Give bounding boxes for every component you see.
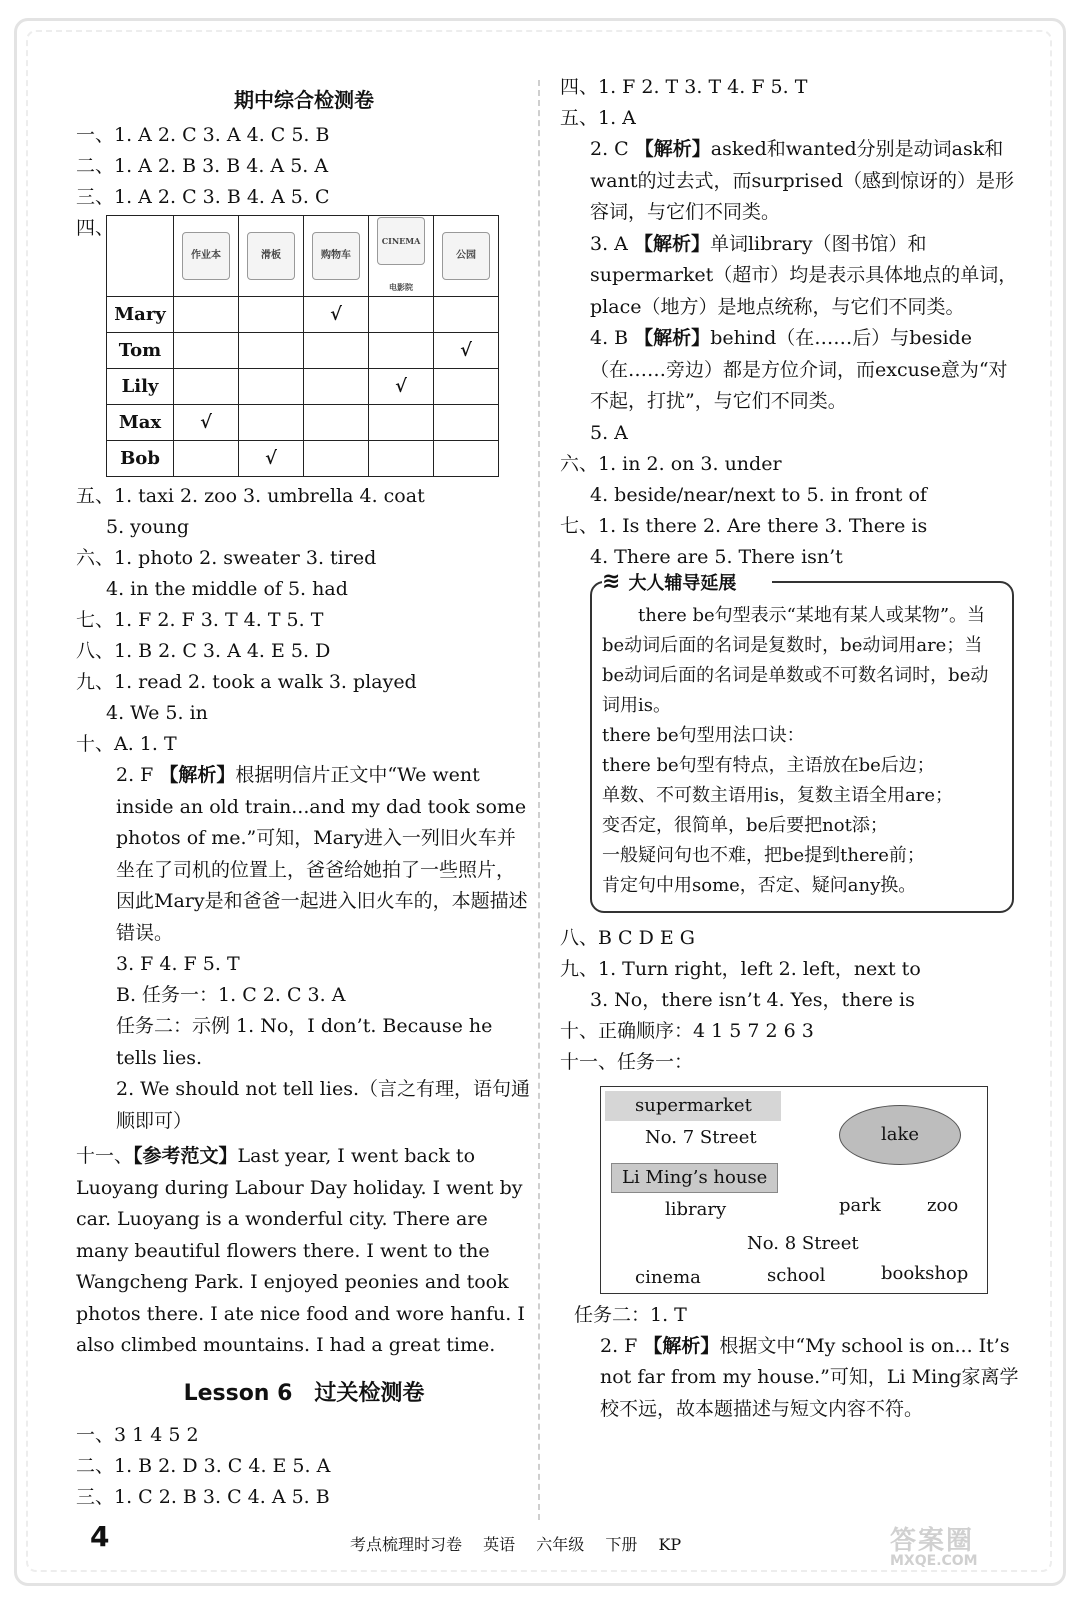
table-cell: √	[304, 297, 369, 333]
table-cell	[434, 405, 499, 441]
answer-line: B. 任务一：1. C 2. C 3. A	[116, 984, 346, 1006]
answer-line: 七、1. Is there 2. Are there 3. There is	[560, 514, 928, 537]
table-cell	[434, 441, 499, 477]
answer-line: 九、1. read 2. took a walk 3. played	[76, 671, 417, 693]
answer-line: 六、1. photo 2. sweater 3. tired	[76, 547, 377, 569]
footer-volume: 下册	[605, 1535, 638, 1554]
answer-line: 五、1. A	[560, 107, 636, 129]
explanation-paragraph	[560, 1331, 1020, 1426]
column-divider	[538, 80, 540, 1520]
answer-line: 2. We should not tell lies.（言之有理，语句通顺即可）	[116, 1078, 530, 1132]
box-content	[602, 601, 1002, 901]
answer-line: 一、1. A 2. C 3. A 4. C 5. B	[76, 124, 330, 146]
table-cell	[304, 441, 369, 477]
map-cinema: cinema	[635, 1266, 701, 1288]
table-cell	[434, 297, 499, 333]
explanation-paragraph	[560, 134, 1020, 229]
answer-line: 4. in the middle of 5. had	[106, 578, 348, 600]
answer-line: 四、1. F 2. T 3. T 4. F 5. T	[560, 76, 808, 98]
wave-icon: ≋	[602, 569, 621, 594]
answer-line: 4. We 5. in	[106, 702, 208, 724]
analysis-tag: 【解析】	[634, 138, 711, 160]
answer-line: 一、3 1 4 5 2	[76, 1423, 199, 1446]
table-cell	[369, 405, 434, 441]
answer-lead: 2. F	[116, 764, 160, 786]
table-cell	[369, 441, 434, 477]
answer-line: 八、1. B 2. C 3. A 4. E 5. D	[76, 640, 331, 662]
answer-line: 六、1. in 2. on 3. under	[560, 452, 782, 475]
box-paragraph: 肯定句中用some，否定、疑问any换。	[602, 874, 917, 896]
essay-text: Last year, I went back to Luoyang during Labour Day holiday. I went by car. Luoyang is a wonderful city. There are many beautiful flowers there. I went to the Wangcheng Park. I enjoyed peonies and took photos there. I ate nice food and wore hanfu. I also climbed mountains. I had a great time.	[76, 1145, 525, 1356]
answer-line: 三、1. C 2. B 3. C 4. A 5. B	[76, 1485, 330, 1508]
answer-line: 任务二：1. T	[574, 1303, 687, 1326]
box-paragraph: 单数、不可数主语用is，复数主语全用are；	[602, 784, 953, 806]
answer-line: 十一、任务一：	[560, 1050, 694, 1073]
table-cell	[174, 441, 239, 477]
analysis-tag: 【解析】	[634, 327, 711, 349]
explanation-paragraph	[560, 229, 1020, 324]
footer-edition: KP	[658, 1535, 682, 1554]
answer-line: 4. There are 5. There isn’t	[590, 545, 843, 568]
explanation-text: 根据文中“My school is on... It’s not far from my house.”可知，Li Ming家离学校不远，故本题描述与短文内容不符。	[600, 1334, 1019, 1420]
table-cell	[239, 369, 304, 405]
answer-line: 五、1. taxi 2. zoo 3. umbrella 4. coat	[76, 485, 425, 507]
box-paragraph: there be句型用法口诀：	[602, 724, 805, 746]
row-name: Mary	[107, 297, 174, 333]
watermark-logo: 答案圈	[890, 1526, 975, 1556]
parent-guide-box	[590, 569, 1014, 913]
table-cell	[174, 369, 239, 405]
shopping-cart-icon: 购物车	[312, 232, 360, 280]
explanation-text: behind（在……后）与beside（在……旁边）都是方位介词，而excuse意为“对不起，打扰”，与它们不同类。	[590, 327, 1008, 412]
answer-line: 3. F 4. F 5. T	[116, 953, 240, 975]
map-bookshop: bookshop	[881, 1262, 969, 1284]
skateboard-icon: 滑板	[247, 232, 295, 280]
map-school: school	[767, 1264, 826, 1286]
answer-lead: 2. F	[600, 1334, 644, 1357]
answer-line: 二、1. A 2. B 3. B 4. A 5. A	[76, 155, 329, 177]
table-cell: √	[174, 405, 239, 441]
explanation-paragraph	[560, 323, 1020, 418]
box-paragraph: there be句型表示“某地有某人或某物”。当be动词后面的名词是复数时，be动词用are；当be动词后面的名词是单数或不可数名词时，be动词用is。	[602, 604, 989, 716]
map-lake: lake	[839, 1105, 961, 1165]
box-title: 大人辅导延展	[628, 572, 737, 594]
answer-line: 5. A	[590, 421, 628, 444]
table-cell	[174, 333, 239, 369]
table-row	[107, 216, 499, 297]
answer-line: 任务二：示例 1. No，I don’t. Because he tells lies.	[116, 1015, 493, 1069]
table-cell: √	[434, 333, 499, 369]
table-cell	[304, 405, 369, 441]
cinema-icon: CINEMA 电影院	[377, 217, 425, 265]
right-column	[560, 72, 1020, 1425]
map-zoo: zoo	[927, 1194, 959, 1216]
table-cell: √	[369, 369, 434, 405]
analysis-tag: 【解析】	[159, 764, 236, 786]
explanation-text: 单词library（图书馆）和supermarket（超市）均是表示具体地点的单词，place（地方）是地点统称，与它们不同类。	[590, 232, 1018, 318]
answer-line: 七、1. F 2. F 3. T 4. T 5. T	[76, 609, 324, 631]
answer-line: 4. beside/near/next to 5. in front of	[590, 483, 927, 506]
explanation-text: asked和wanted分别是动词ask和want的过去式，而surprised（感到惊讶的）是形容词，与它们不同类。	[590, 138, 1015, 223]
midterm-title: 期中综合检测卷	[234, 88, 374, 112]
footer-grade: 六年级	[536, 1535, 585, 1554]
answer-line: 三、1. A 2. C 3. B 4. A 5. C	[76, 186, 330, 208]
table-cell	[369, 333, 434, 369]
table-cell	[239, 405, 304, 441]
table-cell	[239, 297, 304, 333]
watermark	[890, 1520, 1030, 1580]
table-cell	[434, 369, 499, 405]
explanation-paragraph	[76, 760, 532, 949]
table-row	[107, 297, 499, 333]
table-cell	[304, 369, 369, 405]
map-park: park	[839, 1194, 881, 1216]
essay-tag: 【参考范文】	[133, 1145, 238, 1167]
answer-lead: 3. A	[590, 232, 634, 255]
table-cell	[239, 333, 304, 369]
analysis-tag: 【解析】	[643, 1334, 720, 1357]
watermark-url: MXQE.COM	[890, 1553, 978, 1569]
table-row	[107, 405, 499, 441]
street-map	[600, 1086, 988, 1294]
lesson6-title: Lesson 6 过关检测卷	[183, 1380, 425, 1406]
table-row	[107, 369, 499, 405]
section-label: 十一、	[76, 1145, 134, 1167]
row-name: Tom	[107, 333, 174, 369]
answer-lead: 4. B	[590, 327, 635, 349]
sample-essay	[76, 1141, 532, 1362]
answer-line: 3. No，there isn’t 4. Yes，there is	[590, 988, 915, 1011]
footer-book-title: 考点梳理时习卷	[350, 1535, 463, 1554]
notebook-icon: 作业本	[182, 232, 230, 280]
table-cell	[174, 297, 239, 333]
explanation-text: 根据明信片正文中“We went inside an old train...and my dad took some photos of me.”可知，Mary进入一列旧火车并坐在了司机的位置上，爸爸给她拍了一些照片，因此Mary是和爸爸一起进入旧火车的，本题描述错误。	[116, 764, 528, 944]
analysis-tag: 【解析】	[633, 232, 710, 255]
map-street-7: No. 7 Street	[645, 1126, 757, 1148]
table-row	[107, 441, 499, 477]
map-supermarket: supermarket	[605, 1091, 781, 1121]
answer-line: 九、1. Turn right，left 2. left，next to	[560, 957, 921, 980]
page-number: 4	[90, 1520, 110, 1553]
table-row	[107, 333, 499, 369]
answer-line: 5. young	[106, 516, 189, 538]
answer-line: 十、A. 1. T	[76, 733, 177, 755]
left-column: 期中综合检测卷 一、1. A 2. C 3. A 4. C 5. B 二、1. A 2. B 3. B 4. A 5. A 三、1. A 2. C 3. B 4. A 5. C 四、 作业本 滑板 购物车 CINEMA 电影院 公园 Mary √ Tom √ Lily √ Max √ Bob √ 五、1. taxi 2. zoo 3. umbrella 4. coat 5. young 六、1. photo 2. sweater 3. tired 4. in the middle of 5. had 七、1. F 2. F 3. T 4. T 5. T 八、1. B 2. C 3. A 4. E 5. D 九、1. read 2. took a walk 3. played 4. We 5. in 十、A. 1. T 2. F 【解析】根据明信片正文中“We went inside an old train...and my dad took some photos of me.”可知，Mary进入一列旧火车并坐在了司机的位置上，爸爸给她拍了一些照片，因此Mary是和爸爸一起进入旧火车的，本题描述错误。 3. F 4. F 5. T B. 任务一：1. C 2. C 3. A 任务二：示例 1. No，I don’t. Because he tells lies. 2. We should not tell lies.（言之有理，语句通顺即可） 十一、【参考范文】Last year, I went back to Luoyang during Labour Day holiday. I went by car. Luoyang is a wonderful city. There are many beautiful flowers there. I went to the Wangcheng Park. I enjoyed peonies and took photos there. I ate nice food and wore hanfu. I also climbed mountains. I had a great time. Lesson 6 过关检测卷 一、3 1 4 5 2 二、1. B 2. D 3. C 4. E 5. A 三、1. C 2. B 3. C 4. A 5. B	[76, 80, 532, 1513]
table-cell: √	[239, 441, 304, 477]
checkmark-table	[106, 215, 499, 477]
answer-line: 二、1. B 2. D 3. C 4. E 5. A	[76, 1454, 331, 1477]
footer-info	[350, 1532, 697, 1555]
box-paragraph: 一般疑问句也不难，把be提到there前；	[602, 844, 925, 866]
answer-line: 八、B C D E G	[560, 926, 695, 949]
park-icon: 公园	[442, 232, 490, 280]
map-street-8: No. 8 Street	[747, 1232, 859, 1254]
row-name: Max	[107, 405, 174, 441]
answer-lead: 2. C	[590, 138, 635, 160]
map-library: library	[665, 1198, 727, 1220]
box-paragraph: there be句型有特点，主语放在be后边；	[602, 754, 935, 776]
row-name: Lily	[107, 369, 174, 405]
row-name: Bob	[107, 441, 174, 477]
table-cell	[304, 333, 369, 369]
answer-line: 十、正确顺序：4 1 5 7 2 6 3	[560, 1019, 814, 1042]
footer-subject: 英语	[483, 1535, 516, 1554]
map-li-ming-house: Li Ming’s house	[611, 1163, 778, 1193]
box-paragraph: 变否定，很简单，be后要把not添；	[602, 814, 888, 836]
